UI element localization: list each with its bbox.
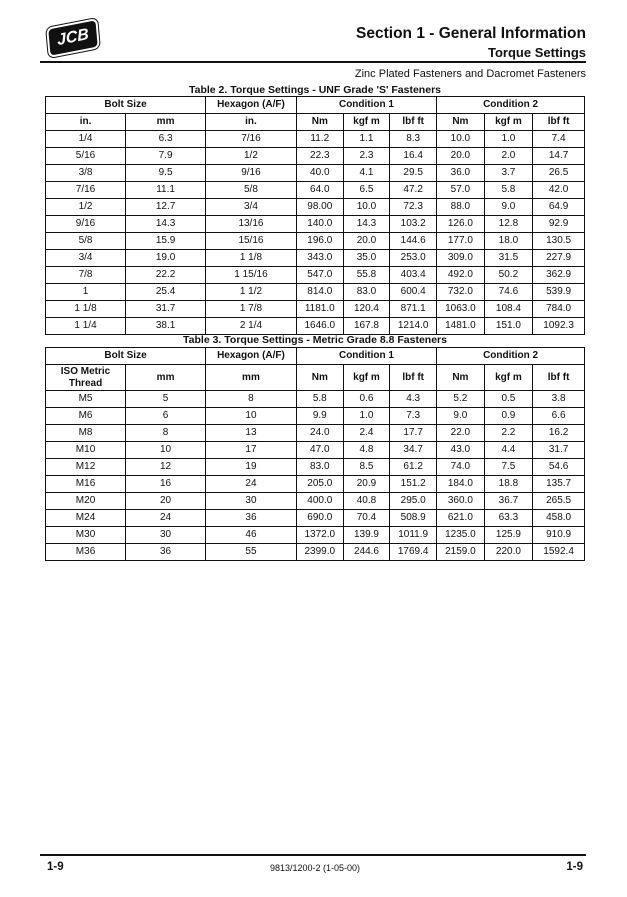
table-cell: 20.0 xyxy=(437,148,484,165)
group-header-cell: Condition 1 xyxy=(296,348,436,365)
table-cell: M36 xyxy=(46,544,126,561)
table-cell: 8 xyxy=(206,391,297,408)
table-cell: 9/16 xyxy=(46,216,126,233)
table-cell: 30 xyxy=(206,493,297,510)
table-cell: 1 15/16 xyxy=(206,267,297,284)
table-cell: 16.2 xyxy=(533,425,585,442)
column-header-cell: mm xyxy=(206,365,297,391)
column-header-cell: in. xyxy=(46,114,126,131)
table-row xyxy=(46,425,585,442)
group-header-cell: Bolt Size xyxy=(46,97,206,114)
table-cell: M10 xyxy=(46,442,126,459)
table-row xyxy=(46,544,585,561)
table-cell: 1481.0 xyxy=(437,318,484,335)
table-cell: M5 xyxy=(46,391,126,408)
table-cell: 38.1 xyxy=(126,318,206,335)
table2-container xyxy=(45,96,585,335)
table-cell: 35.0 xyxy=(343,250,389,267)
table-cell: 144.6 xyxy=(390,233,437,250)
table-cell: 1/2 xyxy=(46,199,126,216)
table-cell: 205.0 xyxy=(296,476,343,493)
table-cell: 4.4 xyxy=(484,442,533,459)
table-cell: 1372.0 xyxy=(296,527,343,544)
footer-doc-ref: 9813/1200-2 (1-05-00) xyxy=(269,863,361,873)
table-cell: 3.7 xyxy=(484,165,533,182)
table-cell: 8 xyxy=(126,425,206,442)
table-cell: 125.9 xyxy=(484,527,533,544)
table-cell: 43.0 xyxy=(437,442,484,459)
table-cell: 34.7 xyxy=(390,442,437,459)
table-cell: 1 1/2 xyxy=(206,284,297,301)
table-row xyxy=(46,267,585,284)
table-cell: 2 1/4 xyxy=(206,318,297,335)
table-cell: 7.3 xyxy=(390,408,437,425)
table-cell: 0.5 xyxy=(484,391,533,408)
table-cell: 22.2 xyxy=(126,267,206,284)
table-cell: 14.7 xyxy=(533,148,585,165)
table-cell: 24.0 xyxy=(296,425,343,442)
table-cell: 3/4 xyxy=(46,250,126,267)
table-cell: 6.3 xyxy=(126,131,206,148)
table-cell: 15/16 xyxy=(206,233,297,250)
footer-page-number-right: 1-9 xyxy=(566,861,583,873)
table-cell: 2399.0 xyxy=(296,544,343,561)
table-row xyxy=(46,216,585,233)
column-header-cell: lbf ft xyxy=(533,114,585,131)
page-header xyxy=(356,24,586,62)
table3-caption: Table 3. Torque Settings - Metric Grade 8.8 Fasteners xyxy=(183,334,447,346)
table-cell: 98.00 xyxy=(296,199,343,216)
table-cell: M12 xyxy=(46,459,126,476)
torque-settings-table xyxy=(45,96,585,335)
table-cell: 54.6 xyxy=(533,459,585,476)
jcb-logo-border xyxy=(45,17,101,59)
column-header-cell: lbf ft xyxy=(390,114,437,131)
table-cell: 20.0 xyxy=(343,233,389,250)
table-cell: 5/8 xyxy=(46,233,126,250)
table-cell: 7/16 xyxy=(46,182,126,199)
table-cell: 362.9 xyxy=(533,267,585,284)
table-cell: 508.9 xyxy=(390,510,437,527)
table-cell: 1181.0 xyxy=(296,301,343,318)
table-cell: 9.0 xyxy=(484,199,533,216)
table-cell: 1.1 xyxy=(343,131,389,148)
table-cell: 6 xyxy=(126,408,206,425)
table-cell: 92.9 xyxy=(533,216,585,233)
table-cell: 3.8 xyxy=(533,391,585,408)
table-cell: 12.7 xyxy=(126,199,206,216)
table-row xyxy=(46,510,585,527)
table-row xyxy=(46,301,585,318)
table-cell: 55.8 xyxy=(343,267,389,284)
table-cell: 732.0 xyxy=(437,284,484,301)
table-cell: 103.2 xyxy=(390,216,437,233)
table-row xyxy=(46,182,585,199)
table-cell: 400.0 xyxy=(296,493,343,510)
table-cell: 24 xyxy=(126,510,206,527)
column-header-cell: Nm xyxy=(437,365,484,391)
table-row xyxy=(46,131,585,148)
table-cell: 253.0 xyxy=(390,250,437,267)
group-header-cell: Hexagon (A/F) xyxy=(206,348,297,365)
table-cell: 1063.0 xyxy=(437,301,484,318)
table-cell: 10 xyxy=(126,442,206,459)
table-cell: 12 xyxy=(126,459,206,476)
group-header-row xyxy=(46,348,585,365)
table-cell: 1 7/8 xyxy=(206,301,297,318)
table-row xyxy=(46,493,585,510)
table-cell: 309.0 xyxy=(437,250,484,267)
table-cell: 4.1 xyxy=(343,165,389,182)
table-cell: 1592.4 xyxy=(533,544,585,561)
table-cell: 36 xyxy=(126,544,206,561)
table-cell: 13/16 xyxy=(206,216,297,233)
table-cell: 14.3 xyxy=(126,216,206,233)
table-cell: 7/8 xyxy=(46,267,126,284)
table-cell: M8 xyxy=(46,425,126,442)
table2-caption: Table 2. Torque Settings - UNF Grade 'S' Fasteners xyxy=(189,84,441,96)
table-cell: 5.8 xyxy=(484,182,533,199)
table-cell: 22.3 xyxy=(296,148,343,165)
table-cell: 4.3 xyxy=(390,391,437,408)
table-cell: 621.0 xyxy=(437,510,484,527)
table-cell: 18.0 xyxy=(484,233,533,250)
table-cell: 539.9 xyxy=(533,284,585,301)
table-cell: 3/4 xyxy=(206,199,297,216)
table-cell: 3/8 xyxy=(46,165,126,182)
table-cell: 139.9 xyxy=(343,527,389,544)
table-row xyxy=(46,318,585,335)
table-cell: 40.0 xyxy=(296,165,343,182)
table-cell: 135.7 xyxy=(533,476,585,493)
table-cell: 17 xyxy=(206,442,297,459)
group-header-cell: Bolt Size xyxy=(46,348,206,365)
table-cell: 83.0 xyxy=(296,459,343,476)
table-row xyxy=(46,284,585,301)
table-cell: 9.0 xyxy=(437,408,484,425)
group-header-cell: Condition 2 xyxy=(437,348,585,365)
table-cell: 167.8 xyxy=(343,318,389,335)
table-cell: 151.0 xyxy=(484,318,533,335)
table3-container xyxy=(45,347,585,561)
table-cell: 1 1/4 xyxy=(46,318,126,335)
column-header-cell: kgf m xyxy=(484,114,533,131)
table-cell: 295.0 xyxy=(390,493,437,510)
table-cell: 7.5 xyxy=(484,459,533,476)
table-cell: 74.6 xyxy=(484,284,533,301)
table-cell: 18.8 xyxy=(484,476,533,493)
table-cell: 74.0 xyxy=(437,459,484,476)
table-cell: 55 xyxy=(206,544,297,561)
jcb-logo xyxy=(43,17,102,59)
table-cell: 72.3 xyxy=(390,199,437,216)
table-row xyxy=(46,527,585,544)
column-header-cell: Nm xyxy=(296,365,343,391)
table-cell: 1092.3 xyxy=(533,318,585,335)
table-cell: 42.0 xyxy=(533,182,585,199)
table-cell: 2.0 xyxy=(484,148,533,165)
table-cell: 83.0 xyxy=(343,284,389,301)
table-cell: 492.0 xyxy=(437,267,484,284)
table-cell: 1 1/8 xyxy=(46,301,126,318)
torque-settings-table xyxy=(45,347,585,561)
table-cell: 19.0 xyxy=(126,250,206,267)
table-row xyxy=(46,476,585,493)
table-cell: 343.0 xyxy=(296,250,343,267)
column-header-row xyxy=(46,114,585,131)
header-divider xyxy=(40,61,586,63)
column-header-cell: ISO Metric Thread xyxy=(46,365,126,391)
table-cell: 16.4 xyxy=(390,148,437,165)
table-cell: 26.5 xyxy=(533,165,585,182)
table-cell: 1011.9 xyxy=(390,527,437,544)
table-cell: M24 xyxy=(46,510,126,527)
table-cell: 88.0 xyxy=(437,199,484,216)
table-cell: 1769.4 xyxy=(390,544,437,561)
table-row xyxy=(46,199,585,216)
table-cell: 120.4 xyxy=(343,301,389,318)
table-cell: 47.0 xyxy=(296,442,343,459)
column-header-cell: kgf m xyxy=(484,365,533,391)
table-cell: 64.0 xyxy=(296,182,343,199)
table-cell: 50.2 xyxy=(484,267,533,284)
table-cell: 20 xyxy=(126,493,206,510)
table-cell: 31.7 xyxy=(533,442,585,459)
table-cell: 13 xyxy=(206,425,297,442)
table-cell: 36.0 xyxy=(437,165,484,182)
table-cell: M30 xyxy=(46,527,126,544)
table-cell: 5 xyxy=(126,391,206,408)
table-cell: 9.9 xyxy=(296,408,343,425)
table-cell: 1/4 xyxy=(46,131,126,148)
column-header-cell: in. xyxy=(206,114,297,131)
table-cell: 25.4 xyxy=(126,284,206,301)
table-cell: 36 xyxy=(206,510,297,527)
table-cell: 690.0 xyxy=(296,510,343,527)
table-cell: 220.0 xyxy=(484,544,533,561)
table-cell: 5/16 xyxy=(46,148,126,165)
table-cell: 227.9 xyxy=(533,250,585,267)
table-cell: 5.8 xyxy=(296,391,343,408)
table-cell: 7.4 xyxy=(533,131,585,148)
table-cell: 47.2 xyxy=(390,182,437,199)
table-row xyxy=(46,250,585,267)
table-cell: 360.0 xyxy=(437,493,484,510)
table-cell: 244.6 xyxy=(343,544,389,561)
table-cell: 9/16 xyxy=(206,165,297,182)
table-cell: 9.5 xyxy=(126,165,206,182)
table-cell: 403.4 xyxy=(390,267,437,284)
table-cell: 4.8 xyxy=(343,442,389,459)
table-cell: 19 xyxy=(206,459,297,476)
column-header-cell: Nm xyxy=(296,114,343,131)
table-cell: M20 xyxy=(46,493,126,510)
jcb-logo-text: JCB xyxy=(56,25,90,50)
table-cell: 1 xyxy=(46,284,126,301)
table-cell: 11.2 xyxy=(296,131,343,148)
table-cell: 2.3 xyxy=(343,148,389,165)
table-row xyxy=(46,442,585,459)
table-cell: 0.9 xyxy=(484,408,533,425)
table-cell: 46 xyxy=(206,527,297,544)
table-cell: 36.7 xyxy=(484,493,533,510)
table-row xyxy=(46,391,585,408)
page-subtitle: Torque Settings xyxy=(488,45,586,61)
table-cell: 1214.0 xyxy=(390,318,437,335)
column-header-cell: kgf m xyxy=(343,365,389,391)
table-cell: 910.9 xyxy=(533,527,585,544)
table-cell: 265.5 xyxy=(533,493,585,510)
table-cell: 1.0 xyxy=(343,408,389,425)
table-cell: M16 xyxy=(46,476,126,493)
table-row xyxy=(46,459,585,476)
table-cell: 14.3 xyxy=(343,216,389,233)
column-header-cell: mm xyxy=(126,114,206,131)
table-cell: 16 xyxy=(126,476,206,493)
table-cell: 140.0 xyxy=(296,216,343,233)
table-cell: M6 xyxy=(46,408,126,425)
table-cell: 2.4 xyxy=(343,425,389,442)
table-cell: 784.0 xyxy=(533,301,585,318)
table-cell: 11.1 xyxy=(126,182,206,199)
table-cell: 7.9 xyxy=(126,148,206,165)
table-cell: 12.8 xyxy=(484,216,533,233)
table-cell: 814.0 xyxy=(296,284,343,301)
column-header-cell: Nm xyxy=(437,114,484,131)
fastener-category-label: Zinc Plated Fasteners and Dacromet Fasteners xyxy=(354,68,586,80)
table-cell: 126.0 xyxy=(437,216,484,233)
section-title: Section 1 - General Information xyxy=(356,25,586,42)
table-cell: 600.4 xyxy=(390,284,437,301)
table-cell: 10.0 xyxy=(343,199,389,216)
table-row xyxy=(46,233,585,250)
group-header-cell: Condition 2 xyxy=(437,97,585,114)
table-row xyxy=(46,165,585,182)
table-cell: 871.1 xyxy=(390,301,437,318)
table-cell: 5/8 xyxy=(206,182,297,199)
table-cell: 1/2 xyxy=(206,148,297,165)
table-cell: 63.3 xyxy=(484,510,533,527)
column-header-cell: mm xyxy=(126,365,206,391)
table-cell: 40.8 xyxy=(343,493,389,510)
table-cell: 31.7 xyxy=(126,301,206,318)
table-cell: 1646.0 xyxy=(296,318,343,335)
table-cell: 547.0 xyxy=(296,267,343,284)
table-cell: 10 xyxy=(206,408,297,425)
table-cell: 17.7 xyxy=(390,425,437,442)
jcb-logo-plate xyxy=(48,20,97,55)
group-header-row xyxy=(46,97,585,114)
table-cell: 10.0 xyxy=(437,131,484,148)
table-cell: 5.2 xyxy=(437,391,484,408)
table-cell: 31.5 xyxy=(484,250,533,267)
table-cell: 57.0 xyxy=(437,182,484,199)
table-cell: 2159.0 xyxy=(437,544,484,561)
table-cell: 6.5 xyxy=(343,182,389,199)
table-cell: 151.2 xyxy=(390,476,437,493)
table-cell: 130.5 xyxy=(533,233,585,250)
table-cell: 24 xyxy=(206,476,297,493)
table-row xyxy=(46,408,585,425)
table-cell: 458.0 xyxy=(533,510,585,527)
table-cell: 177.0 xyxy=(437,233,484,250)
column-header-cell: lbf ft xyxy=(390,365,437,391)
table-cell: 22.0 xyxy=(437,425,484,442)
table-cell: 20.9 xyxy=(343,476,389,493)
table-cell: 0.6 xyxy=(343,391,389,408)
table-cell: 184.0 xyxy=(437,476,484,493)
table-row xyxy=(46,148,585,165)
table-cell: 1235.0 xyxy=(437,527,484,544)
table-cell: 64.9 xyxy=(533,199,585,216)
group-header-cell: Condition 1 xyxy=(296,97,436,114)
table-cell: 7/16 xyxy=(206,131,297,148)
table-cell: 15.9 xyxy=(126,233,206,250)
table-cell: 30 xyxy=(126,527,206,544)
table-cell: 29.5 xyxy=(390,165,437,182)
group-header-cell: Hexagon (A/F) xyxy=(206,97,297,114)
table-cell: 70.4 xyxy=(343,510,389,527)
table-cell: 61.2 xyxy=(390,459,437,476)
table-cell: 196.0 xyxy=(296,233,343,250)
column-header-cell: lbf ft xyxy=(533,365,585,391)
footer-page-number-left: 1-9 xyxy=(47,861,64,873)
table-cell: 1 1/8 xyxy=(206,250,297,267)
table-cell: 6.6 xyxy=(533,408,585,425)
table-cell: 8.3 xyxy=(390,131,437,148)
table-cell: 108.4 xyxy=(484,301,533,318)
table-cell: 8.5 xyxy=(343,459,389,476)
column-header-row xyxy=(46,365,585,391)
table-cell: 1.0 xyxy=(484,131,533,148)
footer-divider xyxy=(40,854,586,856)
column-header-cell: kgf m xyxy=(343,114,389,131)
table-cell: 2.2 xyxy=(484,425,533,442)
